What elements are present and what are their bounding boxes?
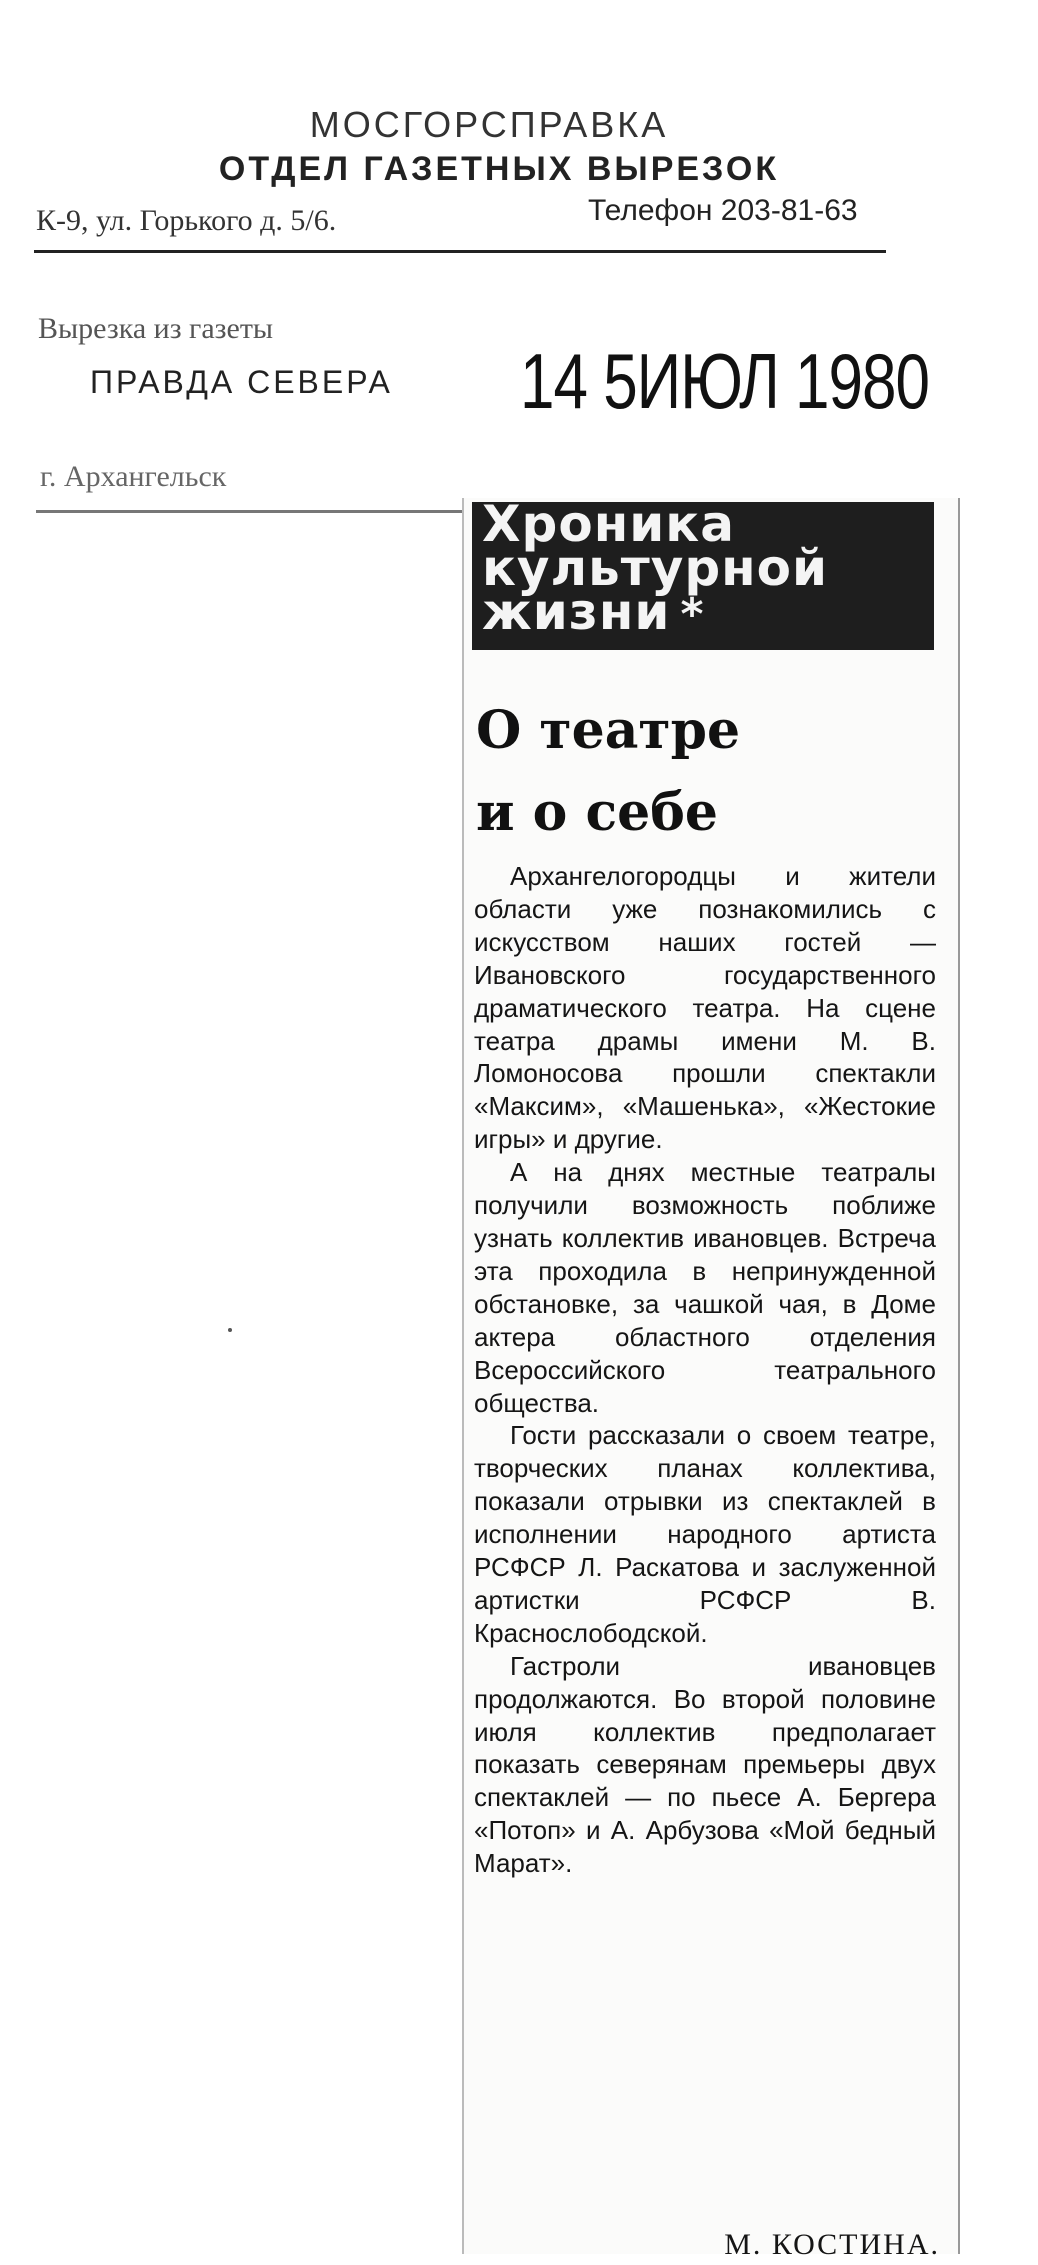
city: г. Архангельск (40, 460, 227, 493)
stamp-divider (34, 250, 886, 253)
newspaper-clipping (462, 498, 960, 2261)
organization-name: МОСГОРСПРАВКА (309, 104, 669, 145)
clipping-service-stamp (0, 0, 1038, 520)
article-body (474, 860, 936, 1880)
rubric-line: Хроника (482, 502, 735, 553)
rubric-banner (472, 502, 934, 650)
address: К-9, ул. Горького д. 5/6. (36, 204, 337, 237)
date-stamp: 14 5ИЮЛ 1980 (520, 339, 929, 426)
rubric-line: культурной (482, 539, 829, 597)
star-icon: * (680, 589, 705, 640)
paper-speck (228, 1328, 232, 1332)
article-headline (476, 690, 740, 854)
article-paragraph: Архангелогородцы и жители области уже познакомились с искусством наших гостей — Ивановского государственного драматического театра. На сцене театра драмы имени М. В. Ломоносова прошли спектакли «Максим», «Машенька», «Жестокие игры» и другие. (474, 861, 936, 1155)
article-paragraph: А на днях местные театралы получили возможность поближе узнать коллектив ивановцев. Встреча эта проходила в непринужденной обстановке, за чашкой чая, в Доме актера областного отделения Всероссийского театрального общества. (474, 1157, 936, 1418)
article-author: М. КОСТИНА. (724, 2228, 940, 2261)
newspaper-name: ПРАВДА СЕВЕРА (90, 364, 393, 400)
article-paragraph: Гости рассказали о своем театре, творческих планах коллектива, показали отрывки из спектаклей в исполнении народного артиста РСФСР Л. Раскатова и заслуженной артистки РСФСР В. Краснослободской. (474, 1420, 936, 1648)
department-name: ОТДЕЛ ГАЗЕТНЫХ ВЫРЕЗОК (218, 150, 780, 188)
rubric-word: жизни (482, 583, 671, 641)
headline-line: и о себе (476, 782, 718, 843)
city-underline (36, 510, 486, 513)
phone-number: Телефон 203-81-63 (588, 194, 858, 227)
rubric-line (472, 583, 934, 641)
article-paragraph: Гастроли ивановцев продолжаются. Во второй половине июля коллектив предполагает показать северянам премьеры двух спектаклей — по пьесе А. Бергера «Потоп» и А. Арбузова «Мой бедный Марат». (474, 1650, 936, 1879)
clipping-source-label: Вырезка из газеты (38, 312, 274, 345)
headline-line: О театре (476, 700, 741, 761)
